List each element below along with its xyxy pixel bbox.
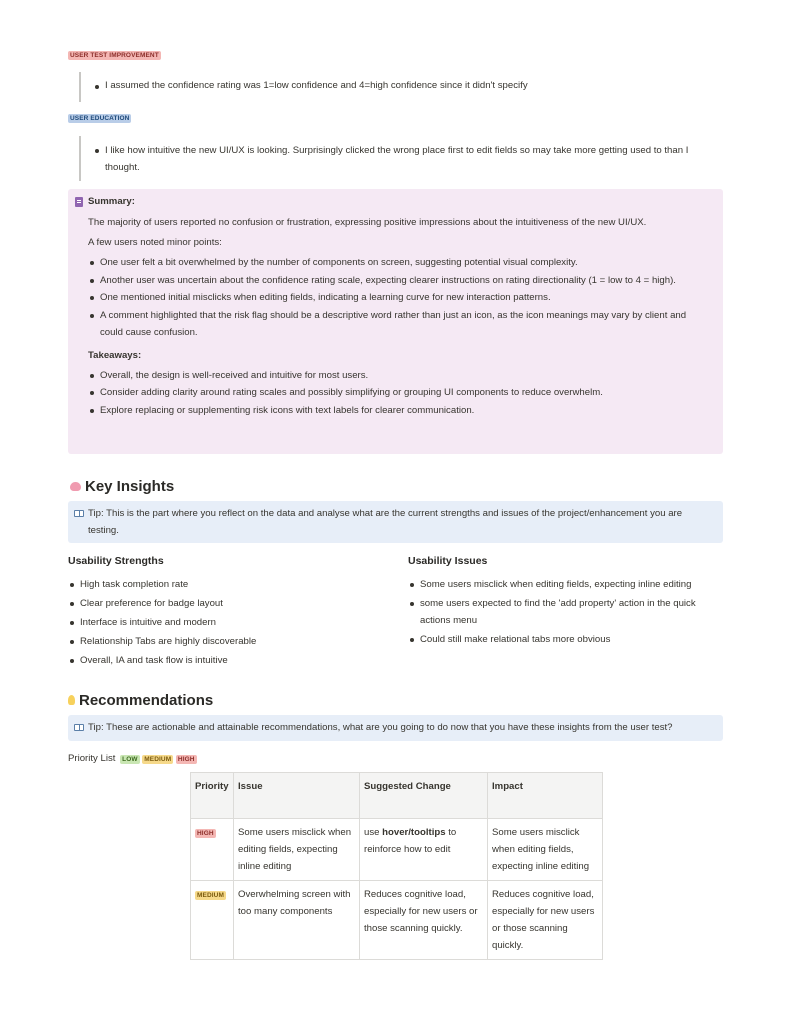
recommendations-tip: Tip: These are actionable and attainable recommendations, what are you going to do now that you have these insights from the user test? — [68, 715, 723, 741]
usability-issues — [408, 553, 728, 650]
priority-tag: HIGH — [197, 830, 214, 837]
book-icon — [74, 510, 84, 517]
recommendations-table — [190, 772, 603, 960]
impact-cell: Some users misclick when editing fields, expecting inline editing — [488, 819, 603, 881]
issue-cell: Some users misclick when editing fields, expecting inline editing — [234, 819, 360, 881]
table-row — [191, 881, 603, 960]
suggested-change-cell: use hover/tooltips to reinforce how to edit — [360, 819, 488, 881]
list-item: A comment highlighted that the risk flag should be a descriptive word rather than just an icon, as the icon meanings may vary by client and could cause confusion. — [88, 307, 711, 342]
priority-list-label: Priority List — [68, 753, 116, 764]
impact-cell: Reduces cognitive load, especially for new users or those scanning quickly. — [488, 881, 603, 960]
issues-title: Usability Issues — [408, 555, 488, 567]
summary-intro: The majority of users reported no confusion or frustration, expressing positive impressions about the intuitiveness of the new UI/UX. — [88, 217, 647, 229]
summary-callout — [68, 189, 723, 454]
list-item: Could still make relational tabs more obvious — [408, 631, 728, 648]
table-row — [191, 819, 603, 881]
column-header-issue: Issue — [234, 773, 360, 819]
list-item: Consider adding clarity around rating scales and possibly simplifying or grouping UI components to reduce overwhelm. — [88, 384, 711, 402]
key-insights-tip: Tip: This is the part where you reflect on the data and analyse what are the current strengths and issues of the project/enhancement you are testing. — [68, 501, 723, 543]
feedback-tag-user-test-improvement: USER TEST IMPROVEMENT — [70, 52, 159, 59]
list-item: Clear preference for badge layout — [68, 595, 388, 612]
list-item: One mentioned initial misclicks when editing fields, indicating a learning curve for new interaction patterns. — [88, 289, 711, 307]
brain-icon — [70, 482, 81, 491]
list-item: Explore replacing or supplementing risk icons with text labels for clearer communication. — [88, 402, 711, 420]
book-icon — [74, 724, 84, 731]
column-header-suggested-change: Suggested Change — [360, 773, 488, 819]
lightbulb-icon — [68, 695, 75, 705]
feedback-tag-user-education: USER EDUCATION — [70, 115, 130, 122]
strengths-title: Usability Strengths — [68, 555, 164, 567]
feedback-quote — [79, 136, 723, 181]
list-item: some users expected to find the 'add property' action in the quick actions menu — [408, 595, 728, 629]
takeaways-heading: Takeaways: — [88, 349, 142, 361]
issue-cell: Overwhelming screen with too many components — [234, 881, 360, 960]
summary-minor-points — [88, 254, 711, 342]
usability-strengths — [68, 553, 388, 671]
priority-tag-high: HIGH — [177, 756, 195, 763]
list-item: Some users misclick when editing fields, expecting inline editing — [408, 576, 728, 593]
list-item: One user felt a bit overwhelmed by the number of components on screen, suggesting potential visual complexity. — [88, 254, 711, 272]
list-item: High task completion rate — [68, 576, 388, 593]
list-item: Another user was uncertain about the confidence rating scale, expecting clearer instructions on rating directionality (1 = low to 4 = high). — [88, 272, 711, 290]
feedback-quote — [79, 72, 719, 102]
feedback-comment: I like how intuitive the new UI/UX is looking. Surprisingly clicked the wrong place first to edit fields so may take more getting used to than I thought. — [93, 142, 723, 176]
document-icon — [75, 197, 83, 207]
priority-list — [68, 751, 197, 766]
list-item: Relationship Tabs are highly discoverable — [68, 633, 388, 650]
priority-cell — [191, 881, 234, 960]
suggested-change-cell: Reduces cognitive load, especially for new users or those scanning quickly. — [360, 881, 488, 960]
recommendations-heading: Recommendations — [68, 691, 213, 711]
priority-tag-medium: MEDIUM — [144, 756, 172, 763]
column-header-impact: Impact — [488, 773, 603, 819]
summary-minor-label: A few users noted minor points: — [88, 236, 222, 248]
priority-tag: MEDIUM — [197, 892, 224, 899]
summary-heading: Summary: — [88, 196, 135, 207]
feedback-comment: I assumed the confidence rating was 1=low confidence and 4=high confidence since it didn't specify — [93, 78, 719, 93]
priority-tag-low: LOW — [122, 756, 138, 763]
list-item: Interface is intuitive and modern — [68, 614, 388, 631]
key-insights-heading: Key Insights — [70, 477, 174, 497]
table-header-row — [191, 773, 603, 819]
list-item: Overall, IA and task flow is intuitive — [68, 652, 388, 669]
priority-cell — [191, 819, 234, 881]
column-header-priority: Priority — [191, 773, 234, 819]
list-item: Overall, the design is well-received and intuitive for most users. — [88, 367, 711, 385]
takeaways-list — [88, 367, 711, 420]
